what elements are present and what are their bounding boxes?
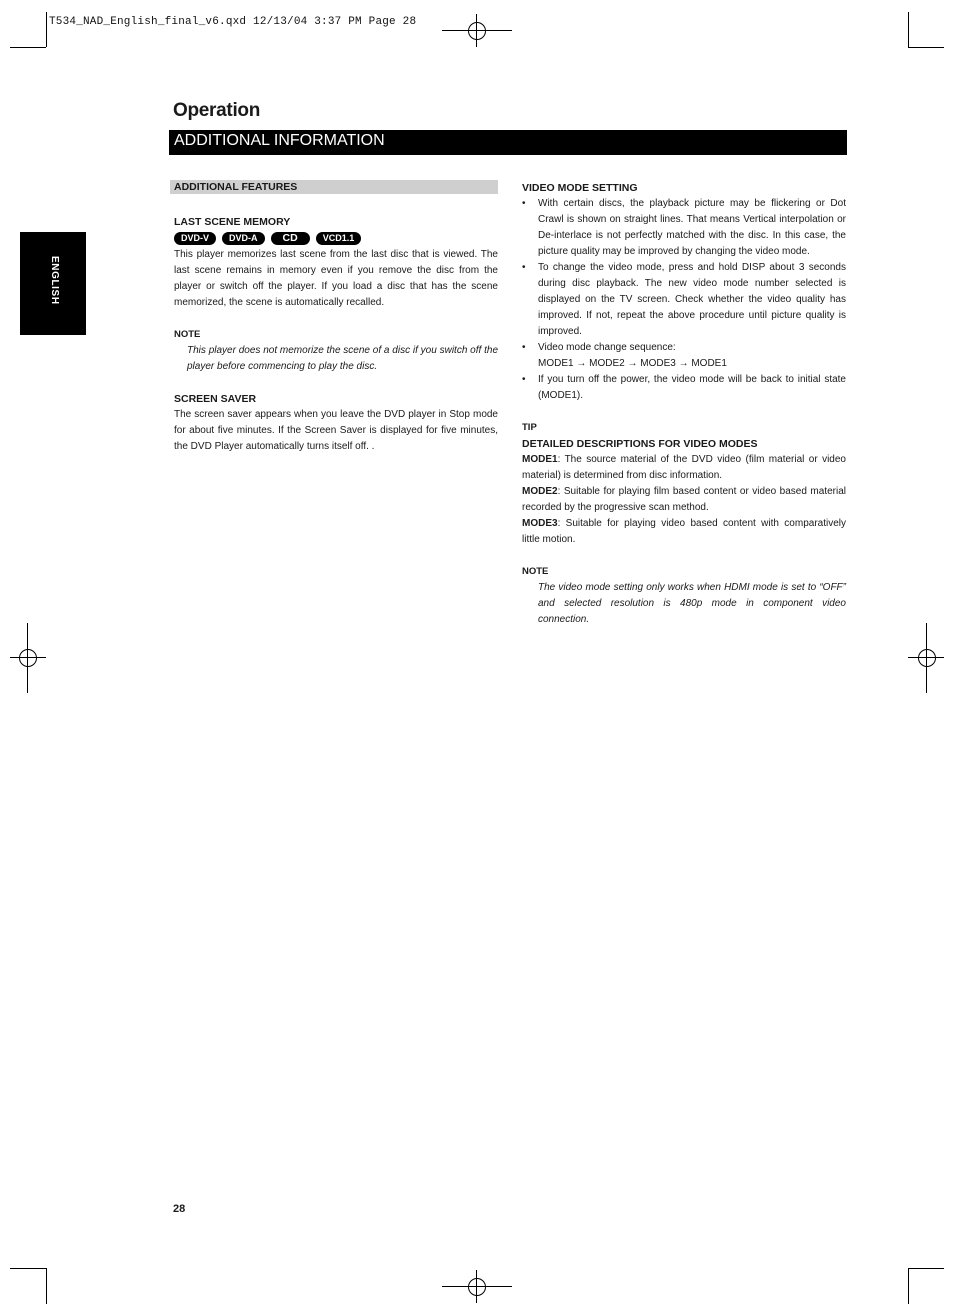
language-tab bbox=[20, 232, 86, 335]
list-item: • Video mode change sequence: MODE1 → MODE2 → MODE3 → MODE1 bbox=[522, 342, 727, 369]
features-heading-bar bbox=[170, 180, 498, 194]
crop-mark bbox=[10, 47, 46, 48]
last-scene-body: This player memorizes last scene from the last disc that is viewed. The last scene remains in memory even if you remove the disc from the player or switch off the player. If you load a disc that has the scene memorized, the scene is automatically recalled. bbox=[174, 249, 498, 308]
crop-mark bbox=[46, 12, 47, 47]
note-label: NOTE bbox=[174, 329, 201, 340]
registration-circle-icon bbox=[918, 649, 936, 667]
note-text: The video mode setting only works when HDMI mode is set to “OFF” and selected resolution is 480p mode in component video connection. bbox=[538, 582, 846, 625]
disc-badge-cd: CD bbox=[271, 232, 310, 245]
crop-mark bbox=[10, 1268, 46, 1269]
mode-sequence: MODE1 → MODE2 → MODE3 → MODE1 bbox=[538, 358, 727, 369]
crop-mark bbox=[908, 47, 944, 48]
mode3-description: MODE3: Suitable for playing video based content with comparatively little motion. bbox=[522, 518, 846, 545]
registration-circle-icon bbox=[19, 649, 37, 667]
video-mode-heading: VIDEO MODE SETTING bbox=[522, 182, 638, 194]
registration-circle-icon bbox=[468, 1278, 486, 1296]
page-title-bar bbox=[169, 130, 847, 155]
bullet-icon: • bbox=[522, 262, 526, 273]
disc-badges bbox=[174, 230, 498, 246]
right-column bbox=[522, 180, 846, 628]
bullet-icon: • bbox=[522, 374, 526, 385]
mode1-label: MODE1 bbox=[522, 454, 558, 465]
file-header: T534_NAD_English_final_v6.qxd 12/13/04 3:37 PM Page 28 bbox=[49, 16, 417, 28]
disc-badge-vcd: VCD1.1 bbox=[316, 232, 362, 245]
list-item: • With certain discs, the playback picture may be flickering or Dot Crawl is shown on straight lines. That means Vertical interpolation or De-interlace is not perfectly matched with the disc. In this case, the picture quality may be improved by changing the video mode. bbox=[522, 198, 846, 257]
list-item: • To change the video mode, press and hold DISP about 3 seconds during disc playback. The new video mode number selected is displayed on the TV screen. Check whether the video quality has improved. If not, repeat the above procedure until picture quality is improved. bbox=[522, 262, 846, 337]
features-heading: ADDITIONAL FEATURES bbox=[174, 181, 298, 193]
bullet-icon: • bbox=[522, 342, 526, 353]
disc-badge-dvd-a: DVD-A bbox=[222, 232, 265, 245]
page-number: 28 bbox=[173, 1203, 186, 1215]
mode1-description: MODE1: The source material of the DVD video (film material or video material) is determined from disc information. bbox=[522, 454, 846, 481]
left-column bbox=[174, 180, 498, 455]
mode2-label: MODE2 bbox=[522, 486, 558, 497]
video-mode-list bbox=[522, 196, 846, 404]
registration-circle-icon bbox=[468, 22, 486, 40]
mode3-label: MODE3 bbox=[522, 518, 558, 529]
crop-mark bbox=[46, 1268, 47, 1304]
last-scene-heading: LAST SCENE MEMORY bbox=[174, 216, 291, 228]
crop-mark bbox=[908, 12, 909, 47]
page-title: ADDITIONAL INFORMATION bbox=[174, 132, 385, 149]
mode2-description: MODE2: Suitable for playing film based content or video based material recorded by the progressive scan method. bbox=[522, 486, 846, 513]
tip-label: TIP bbox=[522, 422, 537, 433]
section-title: Operation bbox=[173, 100, 261, 121]
screen-saver-body: The screen saver appears when you leave the DVD player in Stop mode for about five minutes. If the Screen Saver is displayed for five minutes, the DVD Player automatically turns itself off. . bbox=[174, 409, 498, 452]
crop-mark bbox=[908, 1268, 944, 1269]
note-text: This player does not memorize the scene of a disc if you switch off the player before commencing to play the disc. bbox=[187, 345, 498, 372]
bullet-icon: • bbox=[522, 198, 526, 209]
note-label: NOTE bbox=[522, 566, 549, 577]
screen-saver-heading: SCREEN SAVER bbox=[174, 393, 257, 405]
disc-badge-dvd-v: DVD-V bbox=[174, 232, 216, 245]
crop-mark bbox=[908, 1268, 909, 1304]
list-item: • If you turn off the power, the video mode will be back to initial state (MODE1). bbox=[522, 374, 846, 401]
detailed-heading: DETAILED DESCRIPTIONS FOR VIDEO MODES bbox=[522, 438, 758, 450]
language-tab-label: ENGLISH bbox=[49, 256, 60, 305]
